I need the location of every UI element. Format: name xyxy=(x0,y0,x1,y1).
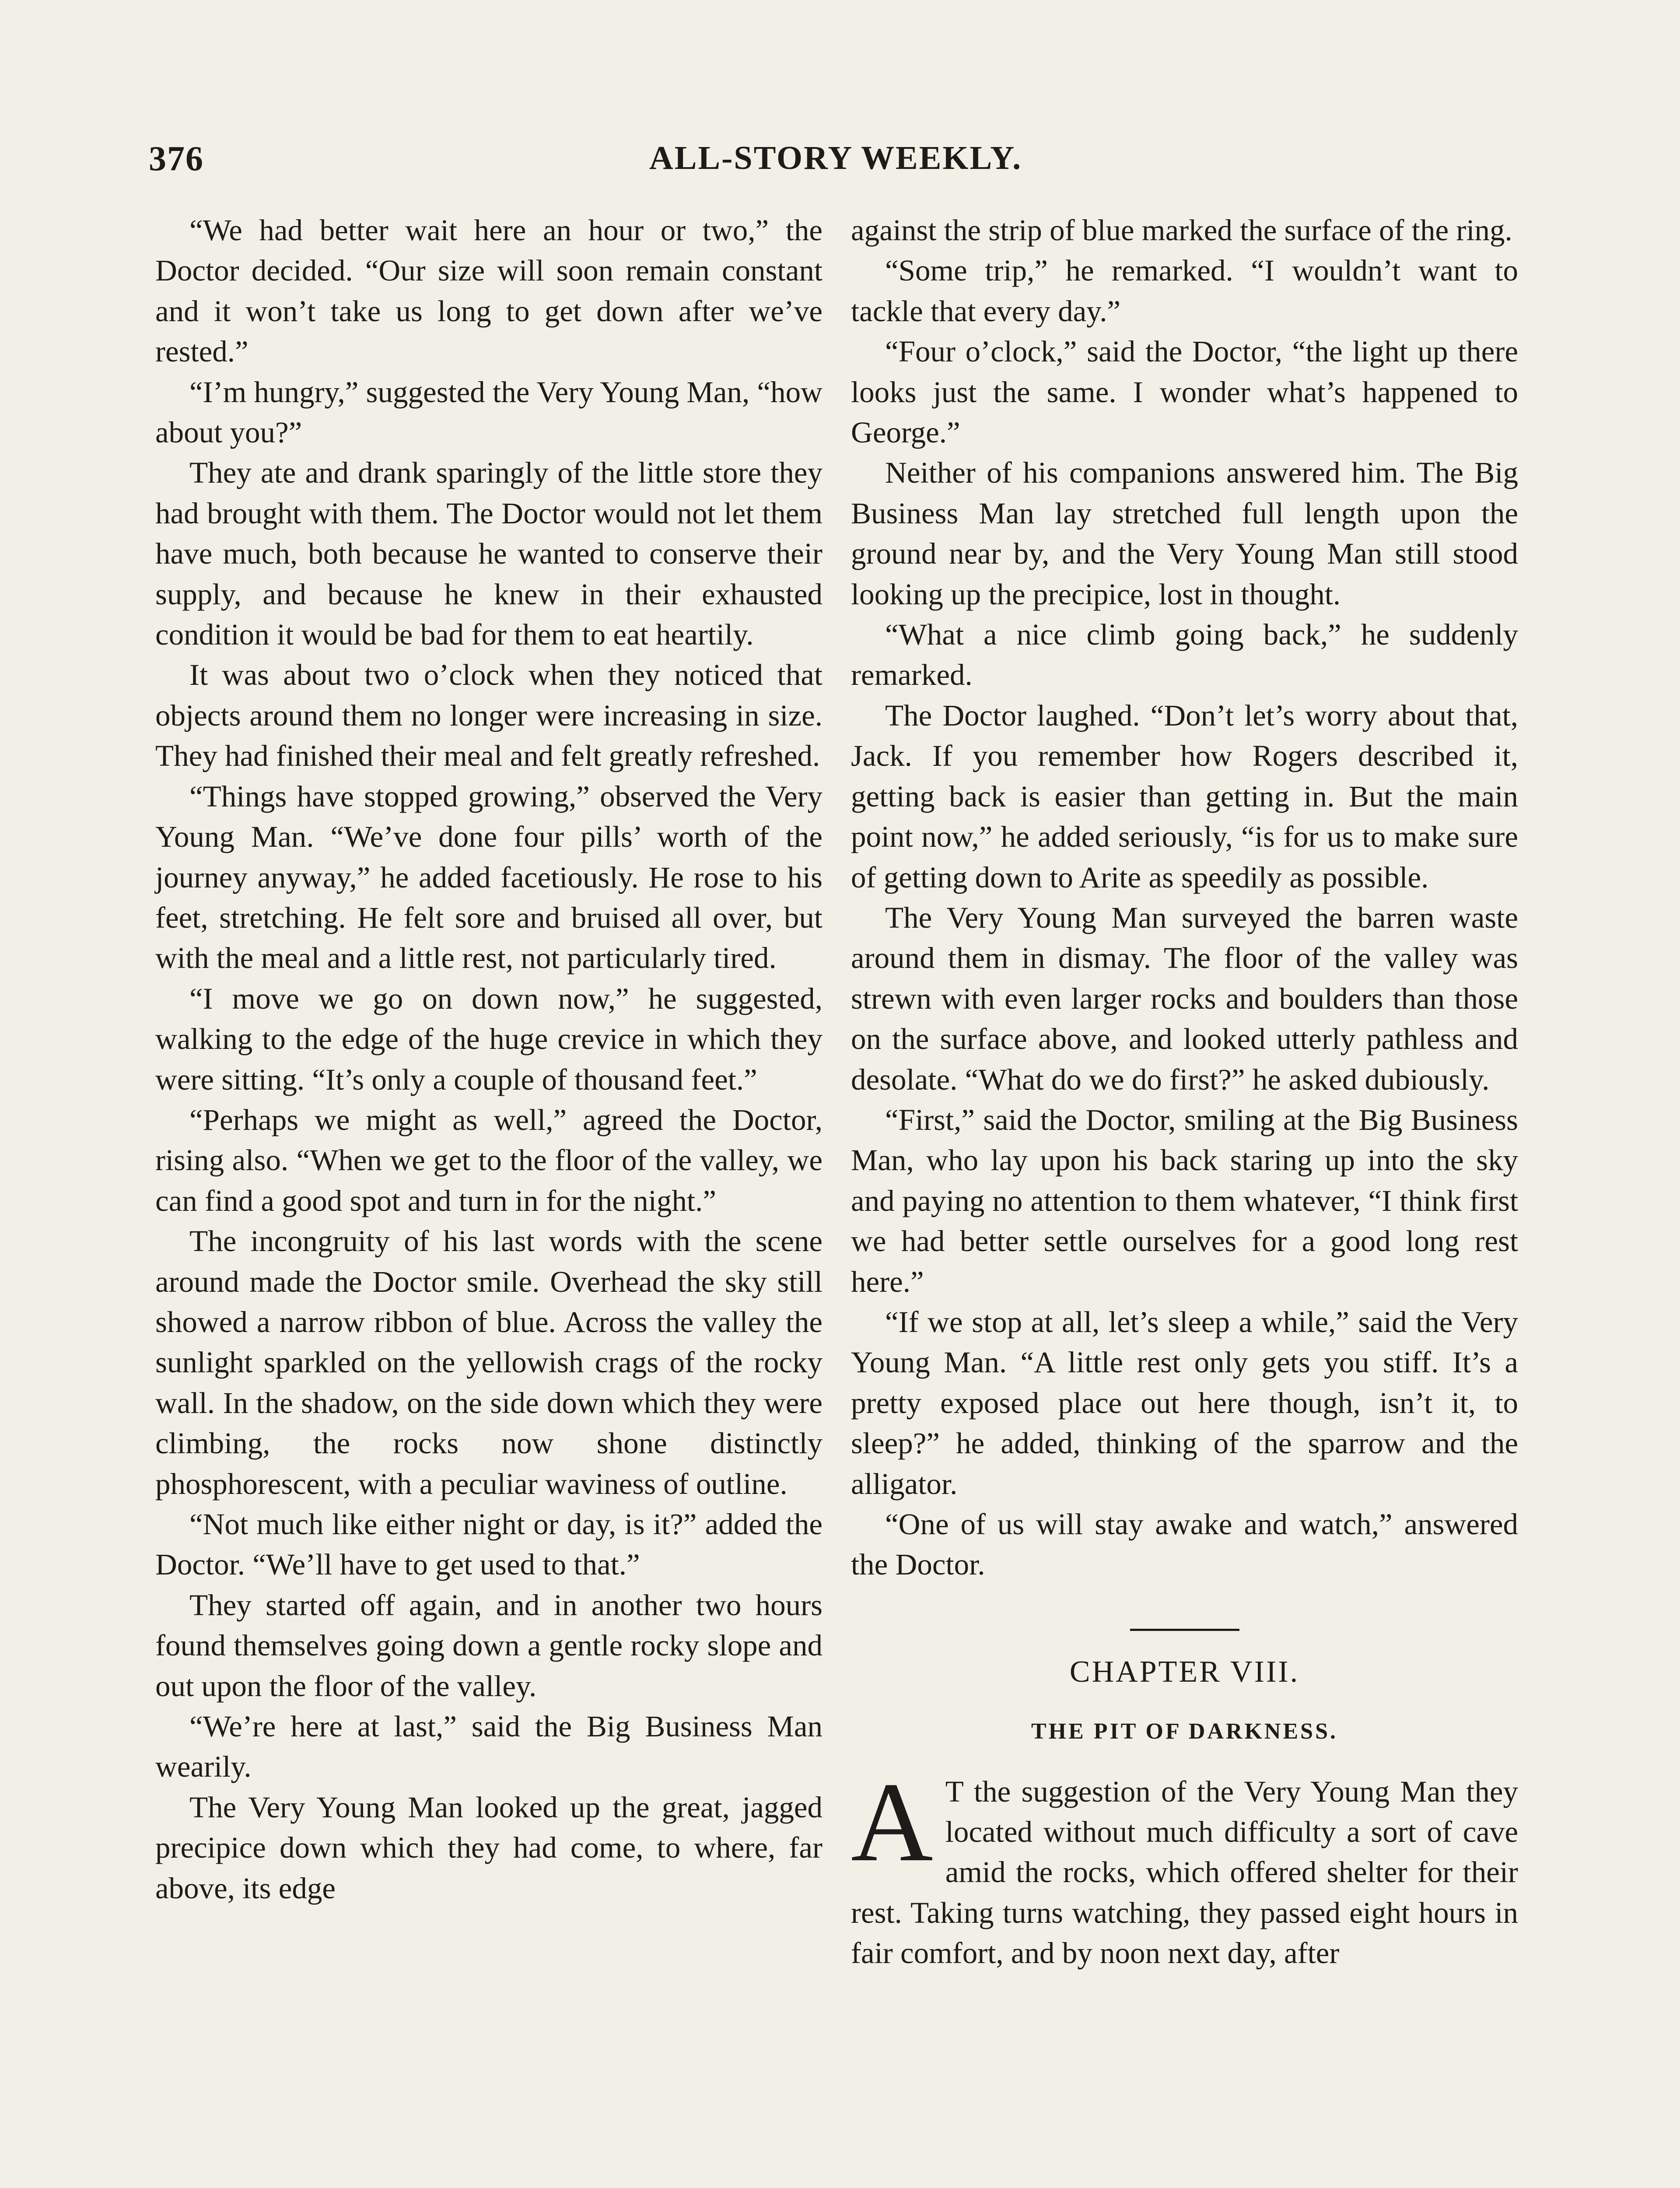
chapter-title: CHAPTER VIII. xyxy=(1069,1655,1300,1689)
page-header xyxy=(149,139,1522,187)
chapter-opening-paragraph xyxy=(851,1759,1518,1974)
paragraph: The incongruity of his last words with the scene around made the Doctor smile. Overhead the sky still showed a narrow ribbon of blue. Across the valley the sunlight sparkled on the yellowish crags of the rocky wall. In the shadow, on the side down which they were climbing, the rocks now shone distinctly phosphorescent, with a peculiar waviness of outline. xyxy=(155,1224,822,1501)
paragraph: “Four o’clock,” said the Doctor, “the light up there looks just the same. I wonder what’s happened to George.” xyxy=(851,335,1518,449)
paragraph: “Perhaps we might as well,” agreed the Doctor, rising also. “When we get to the floor of the valley, we can find a good spot and turn in for the night.” xyxy=(155,1103,822,1217)
paragraph: “I move we go on down now,” he suggested, walking to the edge of the huge crevice in which they were sitting. “It’s only a couple of thousand feet.” xyxy=(155,982,822,1096)
paragraph: “Not much like either night or day, is it?” added the Doctor. “We’ll have to get used to that.” xyxy=(155,1508,822,1581)
paragraph: They started off again, and in another two hours found themselves going down a gentle rocky slope and out upon the floor of the valley. xyxy=(155,1588,822,1703)
chapter-opening-text: T the suggestion of the Very Young Man they located without much difficulty a sort of cave amid the rocks, which offered shelter for their rest. Taking turns watching, they passed eight hours in fair comfort, and by noon next day, after xyxy=(851,1774,1518,1970)
paragraph: It was about two o’clock when they noticed that objects around them no longer were increasing in size. They had finished their meal and felt greatly refreshed. xyxy=(155,658,822,773)
paragraph: “I’m hungry,” suggested the Very Young Man, “how about you?” xyxy=(155,375,822,449)
paragraph: “First,” said the Doctor, smiling at the Big Business Man, who lay upon his back staring up into the sky and paying no attention to them whatever, “I think first we had better settle ourselves for a good long rest here.” xyxy=(851,1103,1518,1298)
paragraph: “If we stop at all, let’s sleep a while,” said the Very Young Man. “A little rest only gets you stiff. It’s a pretty exposed place out here though, isn’t it, to sleep?” he added, thinking of the sparrow and the alligator. xyxy=(851,1305,1518,1501)
paragraph: The Very Young Man surveyed the barren waste around them in dismay. The floor of the valley was strewn with even larger rocks and boulders than those on the surface above, and looked utterly pathless and desolate. “What do we do first?” he asked dubiously. xyxy=(851,901,1518,1096)
paragraph: “One of us will stay awake and watch,” answered the Doctor. xyxy=(851,1508,1518,1581)
chapter-subtitle: THE PIT OF DARKNESS. xyxy=(1031,1719,1338,1744)
paragraph: They ate and drank sparingly of the little store they had brought with them. The Doctor would not let them have much, both because he wanted to conserve their supply, and because he knew in their exhausted condition it would be bad for them to eat heartily. xyxy=(155,456,822,652)
continued-paragraph: against the strip of blue marked the surface of the ring. xyxy=(851,214,1512,247)
paragraph: Neither of his companions answered him. The Big Business Man lay stretched full length upon the ground near by, and the Very Young Man still stood looking up the precipice, lost in thought. xyxy=(851,456,1518,611)
paragraph: “We’re here at last,” said the Big Business Man wearily. xyxy=(155,1710,822,1784)
left-column xyxy=(155,210,822,1908)
paragraph: The Very Young Man looked up the great, jagged precipice down which they had come, to where, far above, its edge xyxy=(155,1790,822,1905)
running-title: ALL-STORY WEEKLY. xyxy=(649,140,1022,176)
paragraph: “Some trip,” he remarked. “I wouldn’t want to tackle that every day.” xyxy=(851,254,1518,328)
paragraph: “What a nice climb going back,” he suddenly remarked. xyxy=(851,618,1518,692)
page-number: 376 xyxy=(149,140,204,178)
drop-cap: A xyxy=(851,1759,933,1885)
right-column xyxy=(851,210,1518,1974)
paragraph: “We had better wait here an hour or two,” the Doctor decided. “Our size will soon remain constant and it won’t take us long to get down after we’ve rested.” xyxy=(155,214,822,368)
section-divider xyxy=(1130,1629,1239,1631)
paragraph: “Things have stopped growing,” observed the Very Young Man. “We’ve done four pills’ worth of the journey anyway,” he added facetiously. He rose to his feet, stretching. He felt sore and bruised all over, but with the meal and a little rest, not particularly tired. xyxy=(155,779,822,975)
paragraph: The Doctor laughed. “Don’t let’s worry about that, Jack. If you remember how Rogers described it, getting back is easier than getting in. But the main point now,” he added seriously, “is for us to make sure of getting down to Arite as speedily as possible. xyxy=(851,698,1518,894)
